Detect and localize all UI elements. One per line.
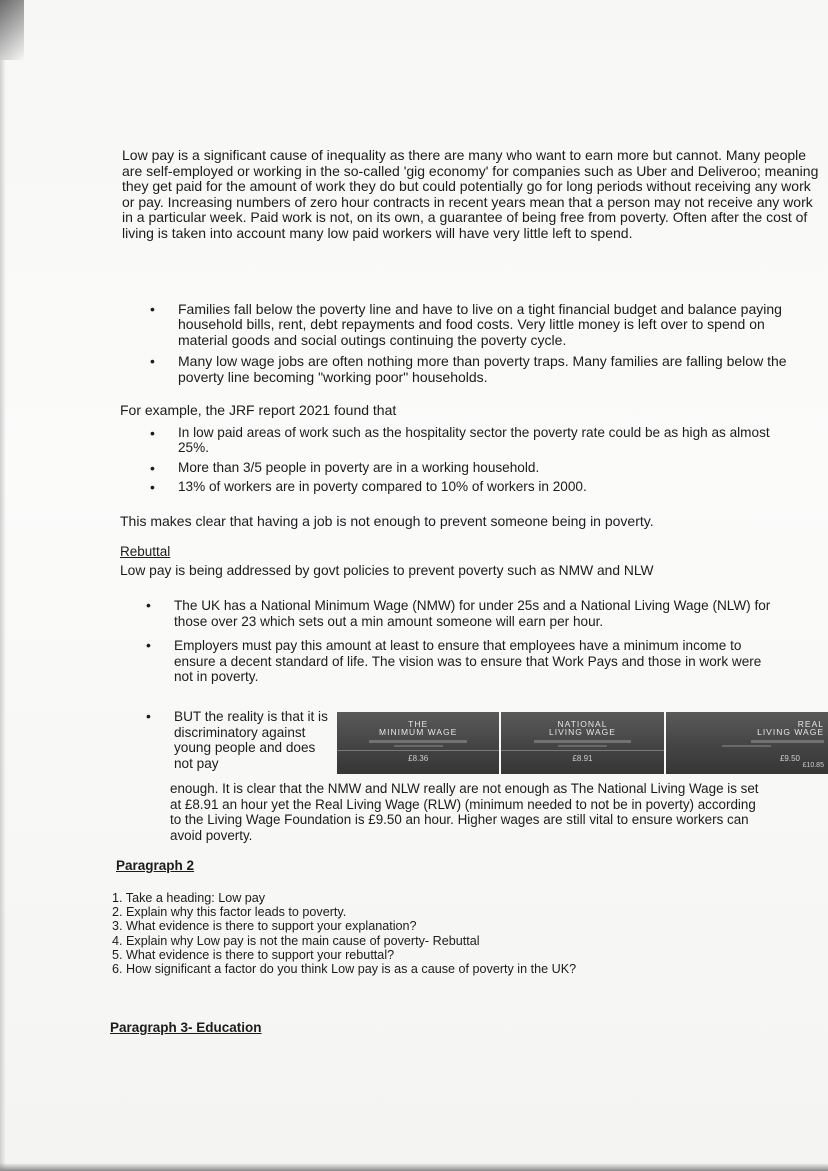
wage-panel-amount: £8.91 [572, 754, 593, 763]
page-bottom-edge [0, 1163, 828, 1171]
reality-list [118, 709, 338, 771]
wage-panel-subtext [722, 745, 771, 747]
page-corner-shadow [0, 0, 24, 60]
list-item: • Many low wage jobs are often nothing more than poverty traps. Many families are falling below the poverty line becoming "working poor" households. [122, 354, 802, 385]
list-item: • Employers must pay this amount at least to ensure that employees have a minimum income to ensure a decent standard of life. The vision was to ensure that Work Pays and those in work were not in poverty. [118, 638, 778, 685]
wage-panel-amount: £8.36 [408, 754, 429, 763]
list-item: 4. Explain why Low pay is not the main cause of poverty- Rebuttal [112, 933, 480, 948]
list-item: 2. Explain why this factor leads to poverty. [112, 905, 347, 920]
list-item: 3. What evidence is there to support your explanation? [112, 919, 417, 934]
wage-panel-subtext [558, 745, 607, 747]
list-item: • BUT the reality is that it is discriminatory against young people and does not pay [118, 709, 338, 771]
wage-panel-amount-london: £10.85 [802, 762, 824, 769]
real-living-wage-panel [666, 712, 828, 774]
conclusion-sentence: This makes clear that having a job is not enough to prevent someone being in poverty. [120, 513, 654, 529]
poverty-effects-list [122, 302, 802, 391]
wage-panel-divider [337, 750, 499, 751]
rebuttal-intro: Low pay is being addressed by govt policies to prevent poverty such as NMW and NLW [120, 563, 654, 578]
example-intro: For example, the JRF report 2021 found that [120, 402, 397, 418]
wage-panel-subtext [369, 740, 466, 743]
minimum-wage-panel [337, 712, 499, 774]
list-item: • The UK has a National Minimum Wage (NMW) for under 25s and a National Living Wage (NLW) for those over 23 which sets out a min amount someone will earn per hour. [118, 598, 778, 629]
rebuttal-heading: Rebuttal [120, 544, 171, 559]
wage-panel-label: THE MINIMUM WAGE [379, 719, 458, 737]
wage-panel-label: REAL LIVING WAGE [757, 719, 824, 737]
national-living-wage-panel [501, 712, 663, 774]
paragraph2-heading: Paragraph 2 [116, 858, 195, 873]
wage-panel-divider [501, 750, 663, 751]
page-left-edge [0, 60, 6, 1170]
list-item: • In low paid areas of work such as the hospitality sector the poverty rate could be as high as almost 25%. [122, 426, 802, 456]
list-item: 1. Take a heading: Low pay [112, 891, 266, 905]
list-item: • More than 3/5 people in poverty are in a working household. [122, 461, 802, 476]
wage-panel-subtext [534, 740, 631, 743]
rebuttal-continuation: enough. It is clear that the NMW and NLW really are not enough as The National Living Wage is set at £8.91 an hour yet the Real Living Wage (RLW) (minimum needed to not be in poverty) according to the Living Wage Foundation is £9.50 an hour. Higher wages are still vital to ensure workers can avoid poverty. [170, 781, 759, 843]
rebuttal-list [118, 598, 778, 694]
wage-panel-label: NATIONAL LIVING WAGE [549, 719, 616, 737]
paragraph2-task-list [112, 891, 752, 976]
list-item: • 13% of workers are in poverty compared to 10% of workers in 2000. [122, 480, 802, 495]
list-item: 6. How significant a factor do you think Low pay is as a cause of poverty in the UK? [112, 962, 577, 977]
wage-panel-subtext [751, 740, 824, 743]
wage-comparison-image [337, 712, 828, 774]
list-item: 5. What evidence is there to support your rebuttal? [112, 947, 395, 962]
intro-paragraph: Low pay is a significant cause of inequality as there are many who want to earn more but cannot. Many people are self-employed or working in the so-called 'gig economy' for companies such as Uber and Deliveroo; meaning they get paid for the amount of work they do but could potentially go for long periods without receiving any work or pay. Increasing numbers of zero hour contracts in recent years mean that a person may not receive any work in a particular week. Paid work is not, on its own, a guarantee of being free from poverty. Often after the cost of living is taken into account many low paid workers will have very little left to spend. [122, 147, 819, 241]
wage-panel-amount: £9.50 [779, 754, 800, 763]
wage-panel-subtext [394, 745, 443, 747]
paragraph3-heading: Paragraph 3- Education [110, 1020, 262, 1035]
jrf-findings-list [122, 426, 802, 500]
list-item: • Families fall below the poverty line and have to live on a tight financial budget and balance paying household bills, rent, debt repayments and food costs. Very little money is left over to spend on material goods and social outings continuing the poverty cycle. [122, 302, 802, 348]
